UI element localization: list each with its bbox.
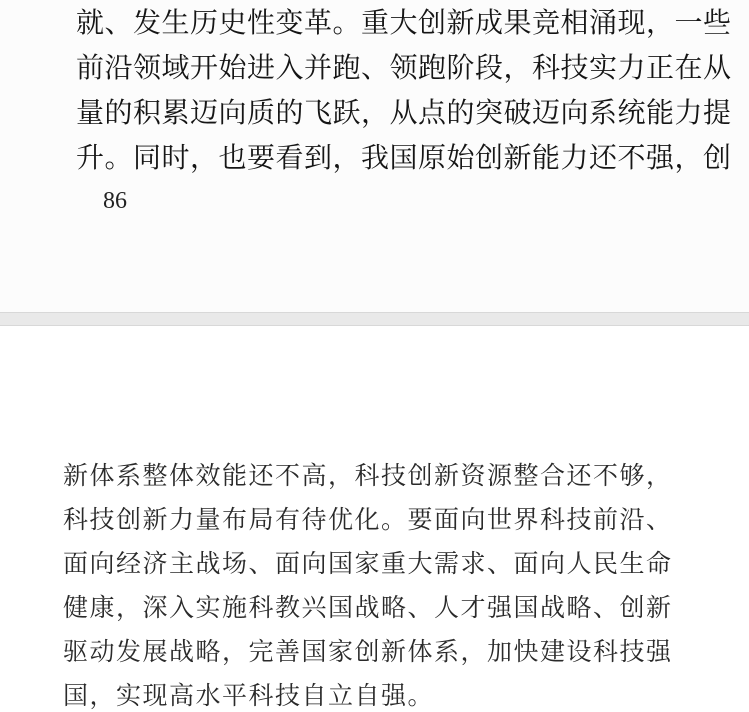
body-text-line: 量的积累迈向质的飞跃，从点的突破迈向系统能力提 — [76, 96, 732, 129]
body-text-line: 前沿领域开始进入并跑、领跑阶段，科技实力正在从 — [76, 51, 732, 84]
body-text-line: 新体系整体效能还不高，科技创新资源整合还不够， — [63, 461, 673, 490]
body-text-line: 升。同时，也要看到，我国原始创新能力还不强，创 — [76, 141, 732, 174]
page-top-body-text — [76, 0, 732, 180]
body-text-line: 就、发生历史性变革。重大创新成果竞相涌现，一些 — [76, 6, 732, 39]
body-text-line: 健康，深入实施科教兴国战略、人才强国战略、创新 — [63, 593, 673, 622]
document-page-top — [0, 0, 749, 312]
document-page-bottom — [0, 326, 749, 712]
body-text-line: 面向经济主战场、面向国家重大需求、面向人民生命 — [63, 549, 673, 578]
page-number: 86 — [103, 188, 127, 214]
body-text-line: 驱动发展战略，完善国家创新体系，加快建设科技强 — [63, 637, 673, 666]
body-text-line: 国，实现高水平科技自立自强。 — [63, 681, 435, 710]
page-separator — [0, 312, 749, 326]
body-text-line: 科技创新力量布局有待优化。要面向世界科技前沿、 — [63, 505, 673, 534]
page-bottom-body-text — [63, 454, 723, 712]
